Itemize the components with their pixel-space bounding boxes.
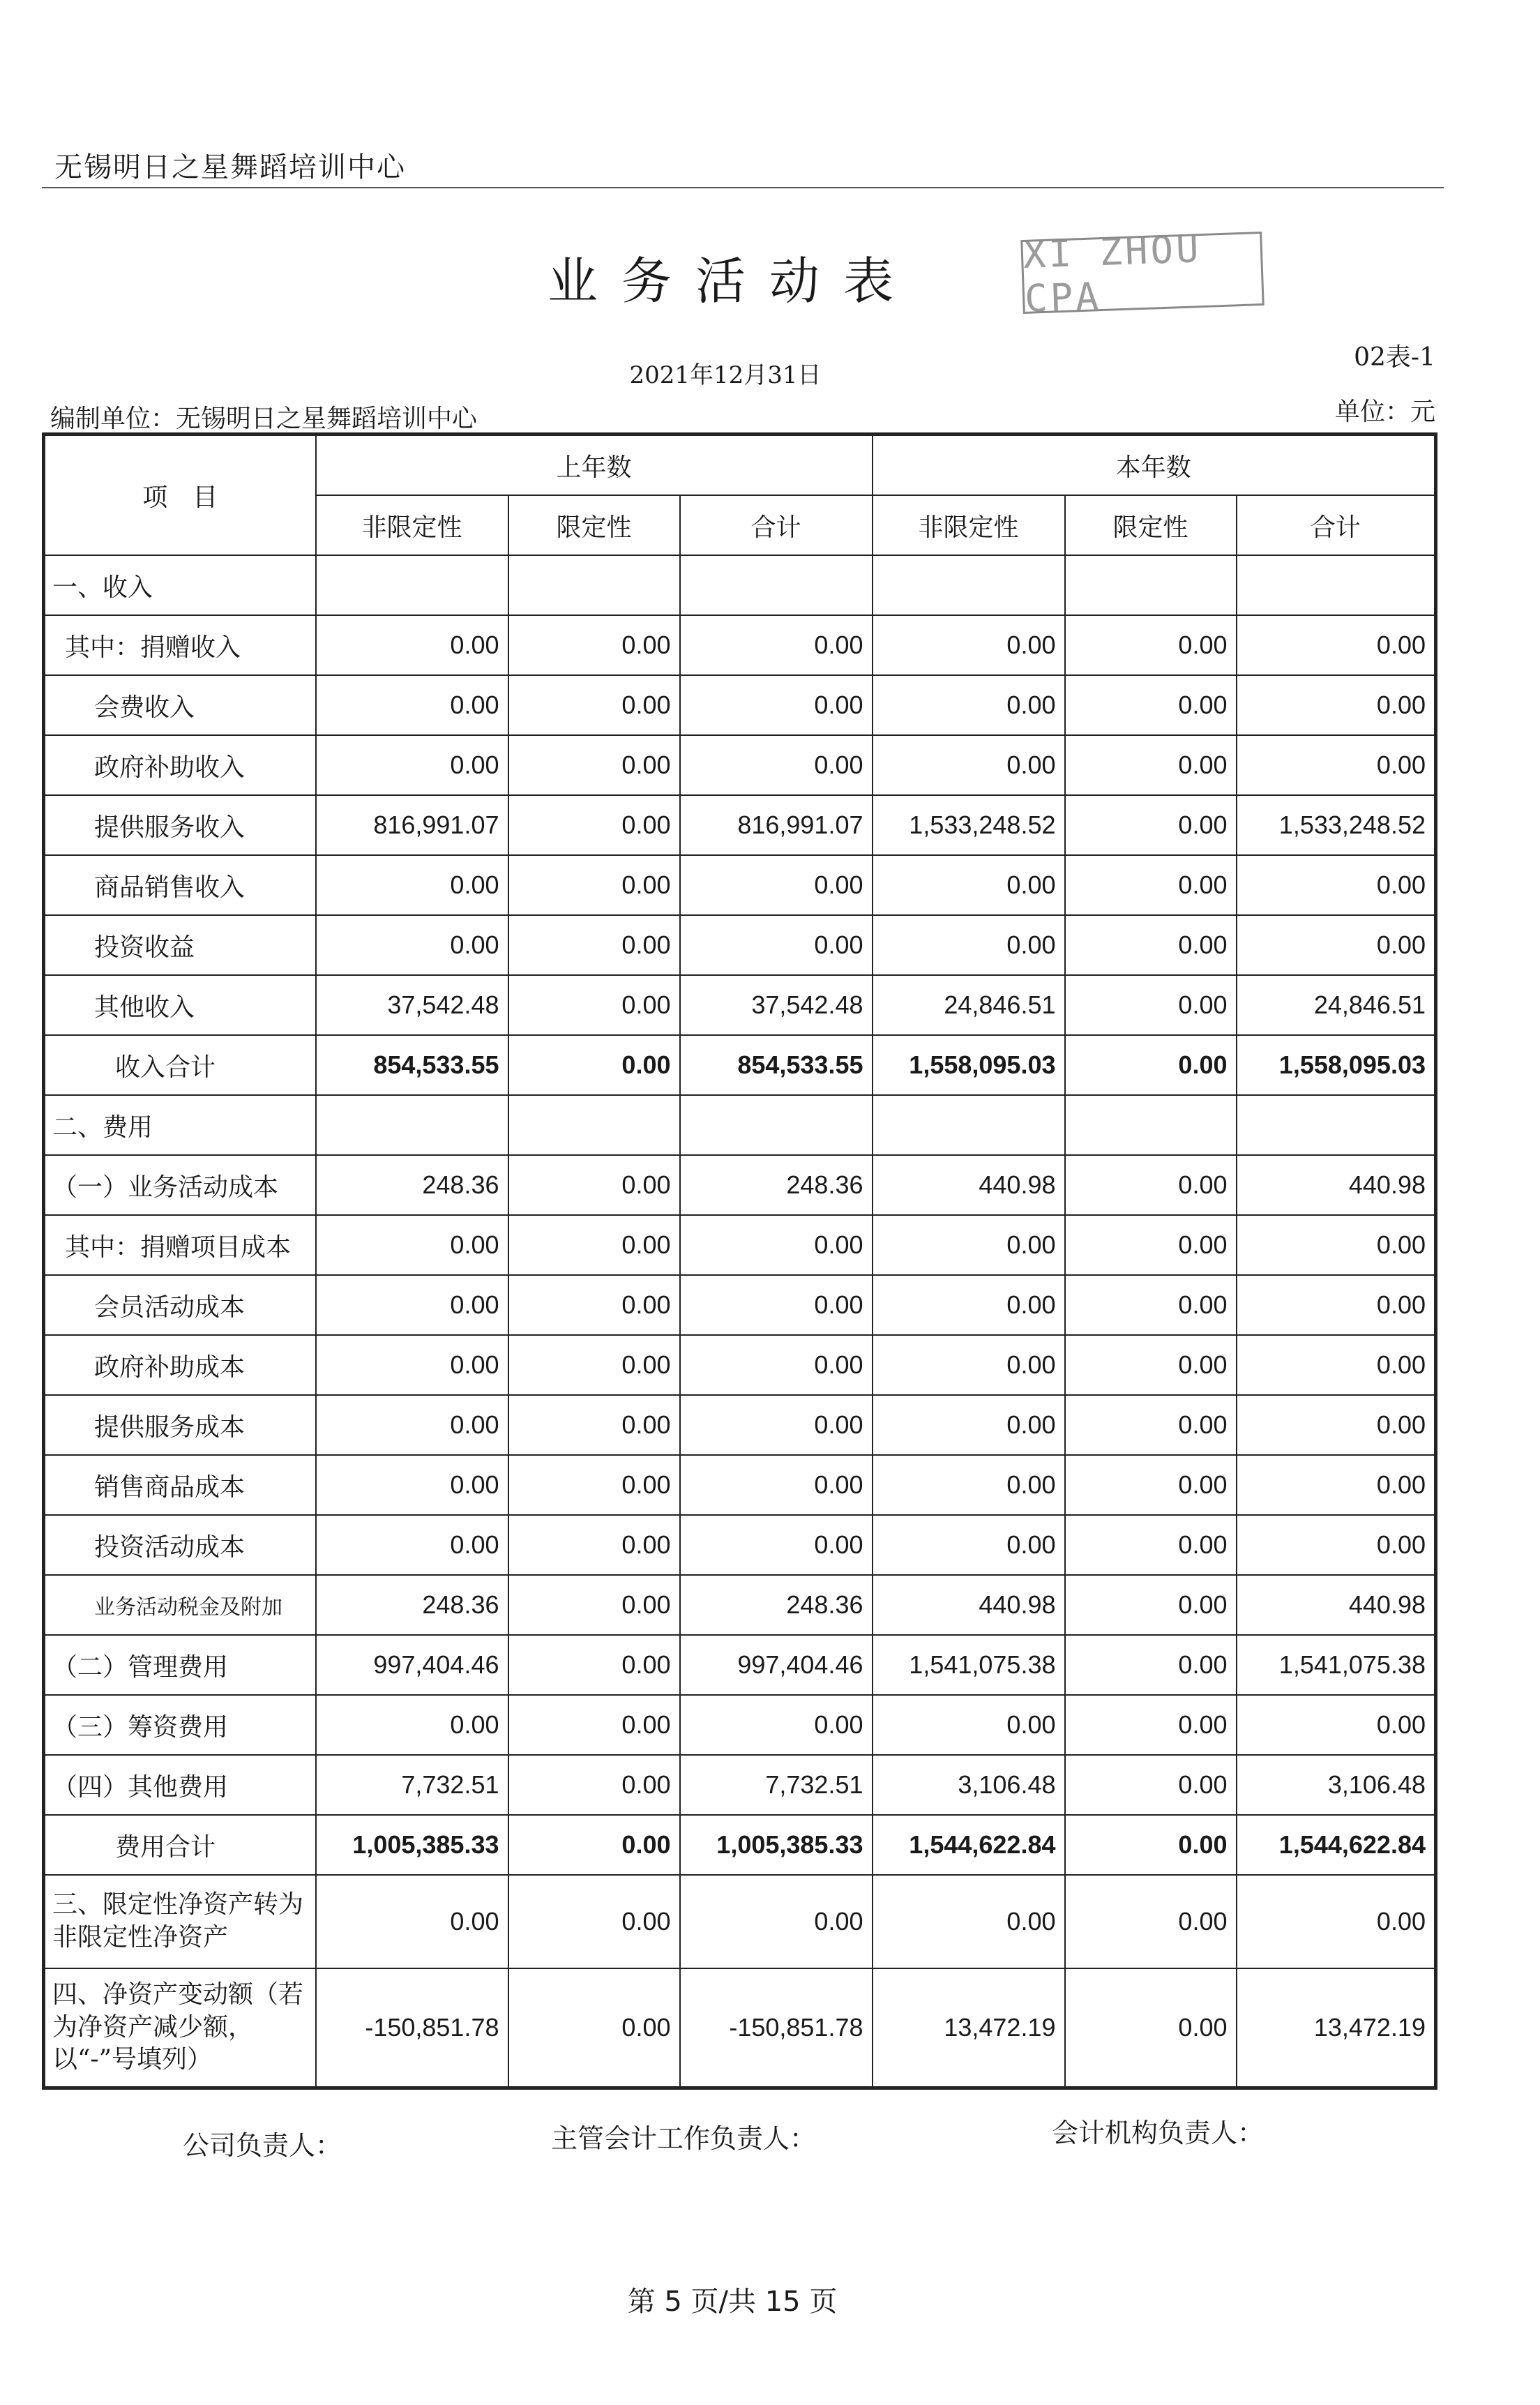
- value-cell: 0.00: [680, 735, 873, 795]
- value-cell: 0.00: [873, 615, 1065, 675]
- page-number: 第 5 页/共 15 页: [627, 2286, 838, 2318]
- table-row: [44, 1395, 1436, 1455]
- value-cell: 816,991.07: [680, 795, 873, 855]
- row-label: 业务活动税金及附加: [44, 1575, 316, 1635]
- value-cell: 0.00: [1065, 615, 1237, 675]
- value-cell: 0.00: [680, 1695, 873, 1755]
- row-label: 提供服务收入: [44, 795, 316, 855]
- value-cell: [508, 555, 680, 615]
- table-row: [44, 1215, 1436, 1275]
- value-cell: 0.00: [873, 1275, 1065, 1335]
- value-cell: 0.00: [873, 1515, 1065, 1575]
- value-cell: 1,533,248.52: [1237, 795, 1436, 855]
- value-cell: 0.00: [316, 1215, 508, 1275]
- item-header: 项 目: [44, 435, 316, 556]
- value-cell: 997,404.46: [316, 1635, 508, 1695]
- row-label: 政府补助成本: [44, 1335, 316, 1395]
- value-cell: 1,005,385.33: [680, 1815, 873, 1875]
- value-cell: 0.00: [316, 675, 508, 735]
- value-cell: 0.00: [680, 615, 873, 675]
- value-cell: 1,544,622.84: [873, 1815, 1065, 1875]
- value-cell: 248.36: [316, 1575, 508, 1635]
- value-cell: 0.00: [508, 1635, 680, 1695]
- value-cell: 0.00: [508, 1695, 680, 1755]
- row-label: 其中：捐赠项目成本: [44, 1215, 316, 1275]
- value-cell: 1,005,385.33: [316, 1815, 508, 1875]
- row-label: 其他收入: [44, 975, 316, 1035]
- table-row: [44, 1275, 1436, 1335]
- table-row: [44, 1815, 1436, 1875]
- value-cell: [1237, 1095, 1436, 1155]
- table-row: [44, 675, 1436, 735]
- row-label: 二、费用: [44, 1095, 316, 1155]
- value-cell: 0.00: [508, 1335, 680, 1395]
- value-cell: 0.00: [1065, 1755, 1237, 1815]
- value-cell: 0.00: [316, 1275, 508, 1335]
- value-cell: 0.00: [1065, 1575, 1237, 1635]
- value-cell: 0.00: [1065, 1635, 1237, 1695]
- value-cell: 0.00: [873, 1695, 1065, 1755]
- table-row: [44, 1575, 1436, 1635]
- value-cell: 0.00: [316, 1875, 508, 1968]
- value-cell: 0.00: [508, 1455, 680, 1515]
- value-cell: 0.00: [1065, 975, 1237, 1035]
- table-body: [44, 555, 1436, 2088]
- value-cell: 0.00: [508, 675, 680, 735]
- value-cell: 1,541,075.38: [873, 1635, 1065, 1695]
- row-label: 销售商品成本: [44, 1455, 316, 1515]
- table-row: [44, 1755, 1436, 1815]
- value-cell: 0.00: [1237, 1695, 1436, 1755]
- table-row: [44, 1515, 1436, 1575]
- row-label: 投资收益: [44, 915, 316, 975]
- value-cell: 0.00: [316, 615, 508, 675]
- header-org-name: 无锡明日之星舞蹈培训中心: [54, 151, 406, 183]
- row-label: 商品销售收入: [44, 855, 316, 915]
- value-cell: 0.00: [1065, 1875, 1237, 1968]
- row-label: 一、收入: [44, 555, 316, 615]
- value-cell: 0.00: [1065, 735, 1237, 795]
- prev-year-header: 上年数: [316, 435, 873, 496]
- value-cell: 0.00: [1237, 1395, 1436, 1455]
- company-head-label: 公司负责人：: [183, 2130, 342, 2161]
- row-label: 提供服务成本: [44, 1395, 316, 1455]
- value-cell: 0.00: [1065, 915, 1237, 975]
- row-label: （一）业务活动成本: [44, 1155, 316, 1215]
- value-cell: 0.00: [316, 735, 508, 795]
- value-cell: 0.00: [873, 855, 1065, 915]
- row-label: （三）筹资费用: [44, 1695, 316, 1755]
- value-cell: 440.98: [1237, 1155, 1436, 1215]
- value-cell: 0.00: [1065, 1695, 1237, 1755]
- value-cell: 0.00: [873, 1215, 1065, 1275]
- table-row: [44, 1695, 1436, 1755]
- sub-header: 限定性: [1065, 495, 1237, 555]
- value-cell: [873, 1095, 1065, 1155]
- value-cell: 0.00: [508, 1275, 680, 1335]
- value-cell: [1237, 555, 1436, 615]
- value-cell: 0.00: [873, 735, 1065, 795]
- report-title: 业务活动表: [547, 252, 917, 310]
- value-cell: [1065, 555, 1237, 615]
- value-cell: 0.00: [508, 975, 680, 1035]
- value-cell: 0.00: [1065, 795, 1237, 855]
- value-cell: 0.00: [508, 1875, 680, 1968]
- value-cell: 0.00: [680, 1395, 873, 1455]
- value-cell: 0.00: [680, 675, 873, 735]
- cpa-stamp: [1020, 227, 1264, 321]
- value-cell: 0.00: [680, 915, 873, 975]
- table-row: [44, 1335, 1436, 1395]
- sub-header: 合计: [680, 495, 873, 555]
- value-cell: 0.00: [508, 1155, 680, 1215]
- value-cell: 854,533.55: [680, 1035, 873, 1095]
- value-cell: 440.98: [1237, 1575, 1436, 1635]
- value-cell: 0.00: [680, 1215, 873, 1275]
- value-cell: [680, 555, 873, 615]
- value-cell: 0.00: [1065, 1035, 1237, 1095]
- table-row: [44, 1035, 1436, 1095]
- value-cell: 0.00: [873, 1455, 1065, 1515]
- value-cell: 248.36: [680, 1155, 873, 1215]
- value-cell: [508, 1095, 680, 1155]
- value-cell: 816,991.07: [316, 795, 508, 855]
- value-cell: 0.00: [1237, 1875, 1436, 1968]
- currency-unit: 单位：元: [1334, 398, 1435, 426]
- value-cell: 0.00: [1065, 1155, 1237, 1215]
- value-cell: 1,558,095.03: [873, 1035, 1065, 1095]
- curr-year-header: 本年数: [873, 435, 1436, 496]
- value-cell: 0.00: [508, 1215, 680, 1275]
- value-cell: 0.00: [873, 1875, 1065, 1968]
- value-cell: 0.00: [680, 855, 873, 915]
- row-label: 会费收入: [44, 675, 316, 735]
- table-row: [44, 1155, 1436, 1215]
- value-cell: [316, 555, 508, 615]
- value-cell: 0.00: [680, 1335, 873, 1395]
- value-cell: 0.00: [316, 1455, 508, 1515]
- value-cell: -150,851.78: [680, 1968, 873, 2088]
- value-cell: 0.00: [1237, 1215, 1436, 1275]
- value-cell: 0.00: [680, 1875, 873, 1968]
- table-row: [44, 855, 1436, 915]
- table-row: [44, 555, 1436, 615]
- value-cell: 0.00: [316, 915, 508, 975]
- value-cell: 0.00: [680, 1515, 873, 1575]
- value-cell: 1,558,095.03: [1237, 1035, 1436, 1095]
- value-cell: [316, 1095, 508, 1155]
- row-label: 会员活动成本: [44, 1275, 316, 1335]
- row-label: 投资活动成本: [44, 1515, 316, 1575]
- value-cell: 0.00: [680, 1275, 873, 1335]
- value-cell: 0.00: [1237, 615, 1436, 675]
- value-cell: 13,472.19: [873, 1968, 1065, 2088]
- sub-header: 非限定性: [316, 495, 508, 555]
- value-cell: 248.36: [680, 1575, 873, 1635]
- value-cell: 0.00: [1237, 1455, 1436, 1515]
- value-cell: 0.00: [1065, 1968, 1237, 2088]
- value-cell: 0.00: [316, 1515, 508, 1575]
- value-cell: 0.00: [508, 1755, 680, 1815]
- sub-header: 非限定性: [873, 495, 1065, 555]
- row-label: 其中：捐赠收入: [44, 615, 316, 675]
- value-cell: 1,541,075.38: [1237, 1635, 1436, 1695]
- value-cell: 0.00: [316, 1335, 508, 1395]
- table-row: [44, 1455, 1436, 1515]
- row-label: （四）其他费用: [44, 1755, 316, 1815]
- value-cell: 7,732.51: [316, 1755, 508, 1815]
- value-cell: 0.00: [508, 1968, 680, 2088]
- sub-header: 限定性: [508, 495, 680, 555]
- value-cell: 0.00: [508, 735, 680, 795]
- accounting-head-label: 会计机构负责人：: [1052, 2118, 1265, 2148]
- table-row: [44, 915, 1436, 975]
- activity-statement-table: [42, 432, 1437, 2090]
- value-cell: 1,533,248.52: [873, 795, 1065, 855]
- value-cell: 0.00: [508, 1575, 680, 1635]
- value-cell: [873, 555, 1065, 615]
- value-cell: 0.00: [508, 1035, 680, 1095]
- table-row: [44, 615, 1436, 675]
- row-label: 费用合计: [44, 1815, 316, 1875]
- form-code: 02表-1: [1354, 343, 1435, 372]
- value-cell: 0.00: [508, 1515, 680, 1575]
- table-row: [44, 975, 1436, 1035]
- value-cell: 0.00: [508, 915, 680, 975]
- table-row: [44, 735, 1436, 795]
- value-cell: 0.00: [680, 1455, 873, 1515]
- value-cell: 0.00: [508, 795, 680, 855]
- table-row: [44, 1968, 1436, 2088]
- value-cell: 0.00: [873, 1395, 1065, 1455]
- value-cell: 0.00: [1065, 1215, 1237, 1275]
- value-cell: 440.98: [873, 1575, 1065, 1635]
- value-cell: 0.00: [1065, 675, 1237, 735]
- value-cell: -150,851.78: [316, 1968, 508, 2088]
- value-cell: 0.00: [1065, 1815, 1237, 1875]
- value-cell: 0.00: [508, 615, 680, 675]
- value-cell: 3,106.48: [873, 1755, 1065, 1815]
- report-date: 2021年12月31日: [629, 361, 822, 389]
- value-cell: 1,544,622.84: [1237, 1815, 1436, 1875]
- value-cell: 0.00: [1065, 855, 1237, 915]
- value-cell: 0.00: [1237, 735, 1436, 795]
- stamp-text: XI ZHOU CPA: [1022, 227, 1202, 321]
- value-cell: 997,404.46: [680, 1635, 873, 1695]
- value-cell: 0.00: [1065, 1395, 1237, 1455]
- value-cell: 7,732.51: [680, 1755, 873, 1815]
- chief-accountant-label: 主管会计工作负责人：: [551, 2123, 817, 2154]
- value-cell: 0.00: [316, 1695, 508, 1755]
- value-cell: 24,846.51: [873, 975, 1065, 1035]
- row-label: 三、限定性净资产转为非限定性净资产: [44, 1875, 316, 1968]
- table-row: [44, 1095, 1436, 1155]
- value-cell: 0.00: [1237, 1515, 1436, 1575]
- table-row: [44, 795, 1436, 855]
- compiling-unit: 编制单位：无锡明日之星舞蹈培训中心: [50, 405, 478, 433]
- row-label: 政府补助收入: [44, 735, 316, 795]
- row-label: 收入合计: [44, 1035, 316, 1095]
- value-cell: 0.00: [508, 855, 680, 915]
- value-cell: 0.00: [316, 855, 508, 915]
- value-cell: 0.00: [1237, 1275, 1436, 1335]
- value-cell: 248.36: [316, 1155, 508, 1215]
- value-cell: 0.00: [1065, 1275, 1237, 1335]
- table-row: [44, 1635, 1436, 1695]
- value-cell: 37,542.48: [316, 975, 508, 1035]
- row-label: （二）管理费用: [44, 1635, 316, 1695]
- value-cell: 854,533.55: [316, 1035, 508, 1095]
- header-divider: [42, 187, 1444, 188]
- value-cell: 0.00: [873, 1335, 1065, 1395]
- value-cell: 37,542.48: [680, 975, 873, 1035]
- value-cell: 0.00: [508, 1815, 680, 1875]
- value-cell: 0.00: [1237, 1335, 1436, 1395]
- value-cell: 3,106.48: [1237, 1755, 1436, 1815]
- value-cell: 0.00: [1237, 855, 1436, 915]
- value-cell: 0.00: [1237, 915, 1436, 975]
- value-cell: 0.00: [1065, 1515, 1237, 1575]
- value-cell: 0.00: [873, 675, 1065, 735]
- value-cell: 0.00: [1065, 1335, 1237, 1395]
- value-cell: 440.98: [873, 1155, 1065, 1215]
- value-cell: 0.00: [1237, 675, 1436, 735]
- row-label: 四、净资产变动额（若为净资产减少额，以“-”号填列）: [44, 1968, 316, 2088]
- value-cell: 0.00: [316, 1395, 508, 1455]
- value-cell: 13,472.19: [1237, 1968, 1436, 2088]
- sub-header: 合计: [1237, 495, 1436, 555]
- value-cell: [1065, 1095, 1237, 1155]
- value-cell: 24,846.51: [1237, 975, 1436, 1035]
- value-cell: [680, 1095, 873, 1155]
- table-row: [44, 1875, 1436, 1968]
- value-cell: 0.00: [1065, 1455, 1237, 1515]
- value-cell: 0.00: [508, 1395, 680, 1455]
- value-cell: 0.00: [873, 915, 1065, 975]
